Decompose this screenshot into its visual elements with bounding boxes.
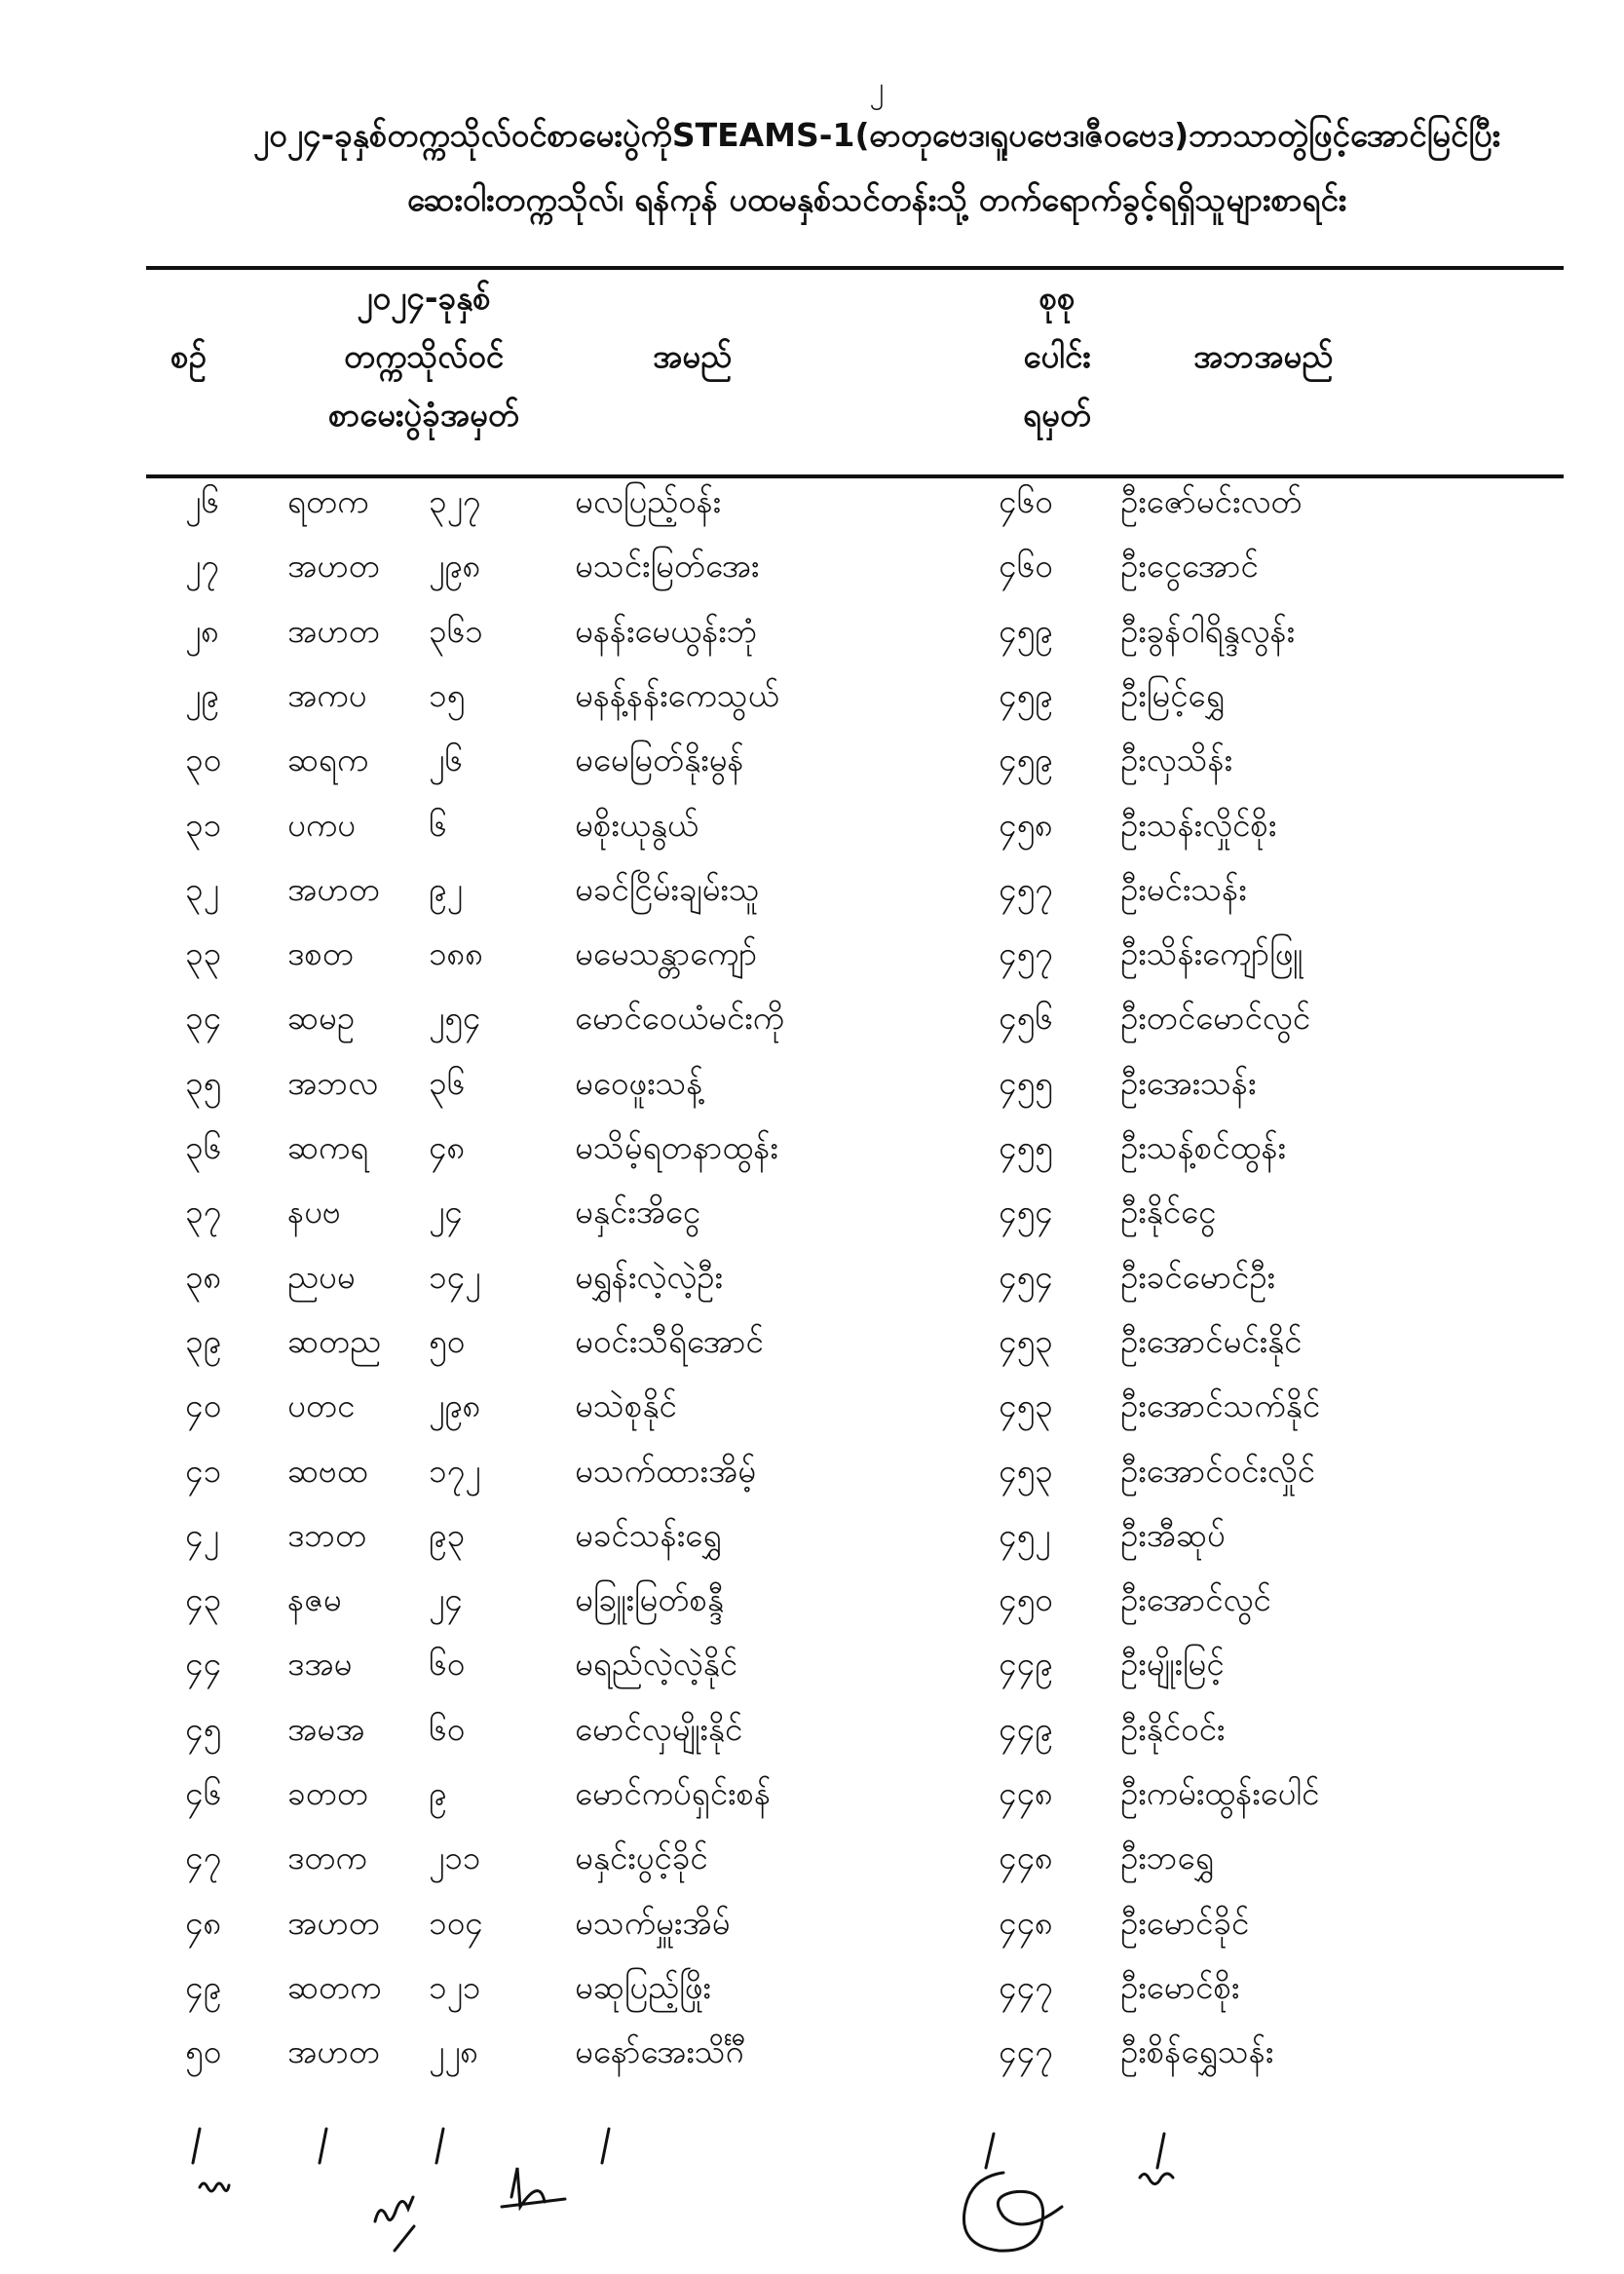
row-father-name: ဦးဇော်မင်းလတ် — [1120, 482, 1303, 520]
row-father-name: ဦးခင်မောင်ဦး — [1120, 1257, 1275, 1296]
row-exam-center-code: အဟတ — [287, 611, 380, 650]
row-exam-center-code: ဒဘတ — [287, 1515, 367, 1554]
header-score-line: စုစု — [1039, 279, 1076, 317]
row-student-name: မလပြည့်ဝန်း — [575, 482, 722, 520]
signature-initials — [502, 2168, 565, 2207]
header-score-line: ရမှတ် — [1023, 396, 1091, 434]
row-serial-no: ၃၈ — [185, 1257, 222, 1296]
row-student-name: မသင်းမြတ်အေး — [575, 547, 760, 586]
row-total-score: ၄၄၈ — [999, 1903, 1053, 1942]
row-serial-no: ၂၆ — [185, 482, 219, 520]
row-total-score: ၄၅၉ — [999, 611, 1053, 650]
row-serial-no: ၂၉ — [185, 675, 219, 714]
row-serial-no: ၂၇ — [185, 547, 219, 586]
table-row — [0, 534, 1624, 598]
row-serial-no: ၄၉ — [185, 1967, 222, 2006]
row-student-name: မဝေဖူးသန့် — [575, 1063, 703, 1102]
row-roll-number: ၂၆ — [429, 740, 463, 779]
row-student-name: မမေသန္တာကျော် — [575, 934, 758, 973]
row-exam-center-code: အဟတ — [287, 1903, 380, 1942]
row-exam-center-code: ဆတည — [287, 1321, 381, 1360]
row-serial-no: ၃၃ — [185, 934, 222, 973]
signature-slash — [193, 2129, 200, 2163]
row-total-score: ၄၅၉ — [999, 675, 1053, 714]
row-roll-number: ၁၅ — [429, 675, 466, 714]
row-student-name: မရည်လဲ့လဲ့နိုင် — [575, 1645, 737, 1684]
row-roll-number: ၂၄ — [429, 1580, 463, 1619]
table-row — [0, 470, 1624, 534]
row-roll-number: ၃၂၇ — [429, 482, 481, 520]
row-father-name: ဦးအောင်လွင် — [1120, 1580, 1271, 1619]
row-father-name: ဦးဘရွှေ — [1120, 1838, 1214, 1877]
row-father-name: ဦးစိန်ရွှေသန်း — [1120, 2032, 1274, 2071]
row-total-score: ၄၅၅ — [999, 1063, 1053, 1102]
row-student-name: မခြူးမြတ်စန္ဒီ — [575, 1580, 724, 1619]
row-total-score: ၄၅၂ — [999, 1515, 1051, 1554]
row-father-name: ဦးသန့်စင်ထွန်း — [1120, 1128, 1286, 1166]
row-serial-no: ၃၄ — [185, 999, 222, 1038]
table-row — [0, 663, 1624, 728]
row-father-name: ဦးမြင့်ရွှေ — [1120, 675, 1225, 714]
table-row — [0, 1826, 1624, 1890]
row-total-score: ၄၅၄ — [999, 1193, 1053, 1232]
signature-initials — [1140, 2174, 1173, 2184]
signature-marks — [0, 2119, 1624, 2274]
row-serial-no: ၄၄ — [185, 1645, 222, 1684]
row-exam-center-code: ဒတက — [287, 1838, 367, 1877]
row-student-name: မောင်ဝေယံမင်းကို — [575, 999, 784, 1038]
row-total-score: ၄၅၉ — [999, 740, 1053, 779]
row-roll-number: ၆ — [429, 805, 447, 844]
header-serial-no: စဉ် — [170, 337, 207, 375]
row-exam-center-code: အဟတ — [287, 869, 380, 908]
row-roll-number: ၂၁၁ — [429, 1838, 481, 1877]
row-roll-number: ၄၈ — [429, 1128, 466, 1166]
table-row — [0, 1503, 1624, 1568]
row-roll-number: ၂၄ — [429, 1193, 463, 1232]
table-row — [0, 1309, 1624, 1374]
row-exam-center-code: ပကပ — [287, 805, 356, 844]
row-serial-no: ၃၉ — [185, 1321, 222, 1360]
row-exam-center-code: အဟတ — [287, 547, 380, 586]
row-exam-center-code: အကပ — [287, 675, 367, 714]
row-exam-center-code: ညပမ — [287, 1257, 356, 1296]
row-father-name: ဦးနိုင်ဝင်း — [1120, 1709, 1226, 1748]
signature-slash — [1157, 2134, 1164, 2168]
row-roll-number: ၁၂၁ — [429, 1967, 481, 2006]
signature-slash — [986, 2134, 994, 2168]
row-roll-number: ၁၇၂ — [429, 1451, 481, 1490]
table-row — [0, 1374, 1624, 1438]
signature-slash — [320, 2129, 326, 2163]
table-row — [0, 922, 1624, 986]
row-student-name: မဆုပြည့်ဖြိုး — [575, 1967, 711, 2006]
row-roll-number: ၁၈၈ — [429, 934, 484, 973]
table-row — [0, 1568, 1624, 1632]
row-student-name: မရွှန်းလဲ့လဲ့ဦး — [575, 1257, 723, 1296]
table-row — [0, 1439, 1624, 1503]
row-exam-center-code: အမအ — [287, 1709, 365, 1748]
row-serial-no: ၄၆ — [185, 1774, 222, 1812]
row-exam-center-code: ပတင — [287, 1386, 356, 1425]
row-serial-no: ၃၅ — [185, 1063, 222, 1102]
row-father-name: ဦးသိန်းကျော်ဖြူ — [1120, 934, 1303, 973]
row-serial-no: ၄၅ — [185, 1709, 222, 1748]
row-total-score: ၄၅၃ — [999, 1451, 1053, 1490]
signature-initials — [200, 2183, 229, 2191]
row-exam-center-code: ဆမဥ — [287, 999, 356, 1038]
row-exam-center-code: နဇမ — [287, 1580, 342, 1619]
row-roll-number: ၉၃ — [429, 1515, 466, 1554]
row-total-score: ၄၅၇ — [999, 934, 1053, 973]
signature-slash — [436, 2129, 443, 2163]
page-number: ၂ — [869, 71, 885, 105]
row-student-name: မနှင်းပွင့်ခိုင် — [575, 1838, 708, 1877]
row-student-name: မသိမ့်ရတနာထွန်း — [575, 1128, 778, 1166]
table-row — [0, 1955, 1624, 2020]
signature-scrawl — [963, 2173, 1062, 2251]
row-student-name: မနှင်းအိငွေ — [575, 1193, 701, 1232]
table-row — [0, 1762, 1624, 1826]
row-serial-no: ၃၇ — [185, 1193, 222, 1232]
row-roll-number: ၉ — [429, 1774, 447, 1812]
row-total-score: ၄၅၄ — [999, 1257, 1053, 1296]
row-student-name: မောင်ကပ်ရှင်းစန် — [575, 1774, 772, 1812]
row-serial-no: ၃၆ — [185, 1128, 222, 1166]
row-roll-number: ၃၆၁ — [429, 611, 483, 650]
row-exam-center-code: ဒစတ — [287, 934, 354, 973]
table-row — [0, 1051, 1624, 1116]
row-total-score: ၄၅၃ — [999, 1321, 1053, 1360]
header-name: အမည် — [653, 337, 733, 375]
header-score-line: ပေါင်း — [1023, 337, 1091, 375]
table-row — [0, 1245, 1624, 1309]
row-father-name: ဦးအီဆုပ် — [1120, 1515, 1226, 1554]
row-total-score: ၄၅၃ — [999, 1386, 1053, 1425]
row-total-score: ၄၄၇ — [999, 1967, 1053, 2006]
row-serial-no: ၄၃ — [185, 1580, 222, 1619]
row-exam-center-code: ခတတ — [287, 1774, 368, 1812]
table-row — [0, 1180, 1624, 1244]
row-total-score: ၄၆၀ — [999, 482, 1053, 520]
row-father-name: ဦးခွန်ဝါရိန္ဒလွန်း — [1120, 611, 1295, 650]
row-father-name: ဦးမောင်ခိုင် — [1120, 1903, 1250, 1942]
row-total-score: ၄၆၀ — [999, 547, 1053, 586]
row-exam-center-code: ဆဗထ — [287, 1451, 368, 1490]
table-row — [0, 1116, 1624, 1180]
row-student-name: မနန်းမေယွန်းဘုံ — [575, 611, 758, 650]
row-total-score: ၄၅၆ — [999, 999, 1053, 1038]
table-row — [0, 1632, 1624, 1696]
row-father-name: ဦးမျိုးမြင့် — [1120, 1645, 1225, 1684]
row-exam-center-code: ဆရက — [287, 740, 369, 779]
table-row — [0, 1891, 1624, 1955]
row-roll-number: ၃၆ — [429, 1063, 466, 1102]
table-row — [0, 1697, 1624, 1762]
row-total-score: ၄၄၇ — [999, 2032, 1053, 2071]
row-roll-number: ၂၉၈ — [429, 547, 481, 586]
row-total-score: ၄၄၉ — [999, 1645, 1053, 1684]
row-student-name: မသဲစုနိုင် — [575, 1386, 677, 1425]
row-father-name: ဦးနိုင်ငွေ — [1120, 1193, 1217, 1232]
row-exam-center-code: နပဗ — [287, 1193, 341, 1232]
row-roll-number: ၁၄၂ — [429, 1257, 481, 1296]
table-row — [0, 728, 1624, 792]
header-roll-line: စာမေးပွဲခုံအမှတ် — [328, 396, 519, 434]
row-father-name: ဦးမောင်စိုး — [1120, 1967, 1240, 2006]
document-title-line-1: ၂၀၂၄-ခုနှစ်တက္ကသိုလ်ဝင်စာမေးပွဲကိုSTEAMS-1(ဓာတုဗေဒ၊ရူပဗေဒ၊ဇီဝဗေဒ)ဘာသာတွဲဖြင့်အောင်မြင်ပြီး — [252, 116, 1501, 154]
row-exam-center-code: အဘလ — [287, 1063, 379, 1102]
row-roll-number: ၆၀ — [429, 1709, 466, 1748]
row-roll-number: ၉၂ — [429, 869, 463, 908]
row-student-name: မောင်လှမျိုးနိုင် — [575, 1709, 743, 1748]
row-exam-center-code: ဒအမ — [287, 1645, 353, 1684]
row-serial-no: ၄၁ — [185, 1451, 222, 1490]
row-total-score: ၄၅၈ — [999, 805, 1053, 844]
row-student-name: မသက်မှူးအိမ် — [575, 1903, 731, 1942]
row-father-name: ဦးအောင်ဝင်းလှိုင် — [1120, 1451, 1315, 1490]
row-serial-no: ၅၀ — [185, 2032, 222, 2071]
row-student-name: မသက်ထားအိမ့် — [575, 1451, 757, 1490]
row-serial-no: ၄၈ — [185, 1903, 222, 1942]
signature-stroke — [395, 2226, 414, 2251]
row-roll-number: ၅၀ — [429, 1321, 466, 1360]
row-father-name: ဦးကမ်းထွန်းပေါင် — [1120, 1774, 1320, 1812]
row-father-name: ဦးတင်မောင်လွင် — [1120, 999, 1311, 1038]
row-serial-no: ၄၇ — [185, 1838, 222, 1877]
row-serial-no: ၃၀ — [185, 740, 222, 779]
row-father-name: ဦးအောင်သက်နိုင် — [1120, 1386, 1321, 1425]
table-row — [0, 986, 1624, 1050]
table-row — [0, 2020, 1624, 2084]
header-roll-line: ၂၀၂၄-ခုနှစ် — [357, 279, 491, 317]
row-serial-no: ၂၈ — [185, 611, 220, 650]
table-row — [0, 599, 1624, 663]
header-roll-line: တက္ကသိုလ်ဝင် — [343, 337, 505, 375]
row-roll-number: ၂၅၄ — [429, 999, 481, 1038]
row-serial-no: ၃၁ — [185, 805, 222, 844]
document-title-line-2: ဆေးဝါးတက္ကသိုလ်၊ ရန်ကုန် ပထမနှစ်သင်တန်းသို့ တက်ရောက်ခွင့်ရရှိသူများစာရင်း — [406, 180, 1347, 218]
row-roll-number: ၁၀၄ — [429, 1903, 483, 1942]
row-total-score: ၄၅၀ — [999, 1580, 1053, 1619]
signature-initials — [375, 2197, 413, 2221]
row-father-name: ဦးလှသိန်း — [1120, 740, 1232, 779]
row-student-name: မမေမြတ်နိုးမွန် — [575, 740, 744, 779]
row-father-name: ဦးအောင်မင်းနိုင် — [1120, 1321, 1303, 1360]
row-total-score: ၄၄၉ — [999, 1709, 1053, 1748]
row-exam-center-code: ဆတက — [287, 1967, 382, 2006]
row-student-name: မခင်သန်းရွှေ — [575, 1515, 722, 1554]
row-roll-number: ၂၂၈ — [429, 2032, 479, 2071]
row-exam-center-code: ရတက — [287, 482, 369, 520]
row-serial-no: ၄၀ — [185, 1386, 222, 1425]
header-father-name: အဘအမည် — [1193, 337, 1334, 375]
row-roll-number: ၂၉၈ — [429, 1386, 481, 1425]
row-student-name: မစိုးယုနွယ် — [575, 805, 699, 844]
row-roll-number: ၆၀ — [429, 1645, 466, 1684]
row-exam-center-code: အဟတ — [287, 2032, 380, 2071]
row-total-score: ၄၅၇ — [999, 869, 1053, 908]
table-row — [0, 857, 1624, 922]
signature-slash — [602, 2129, 609, 2163]
row-exam-center-code: ဆကရ — [287, 1128, 369, 1166]
row-total-score: ၄၅၅ — [999, 1128, 1053, 1166]
row-father-name: ဦးငွေအောင် — [1120, 547, 1259, 586]
row-serial-no: ၃၂ — [185, 869, 219, 908]
row-student-name: မဝင်းသီရိအောင် — [575, 1321, 764, 1360]
row-father-name: ဦးမင်းသန်း — [1120, 869, 1247, 908]
row-father-name: ဦးသန်းလှိုင်စိုး — [1120, 805, 1277, 844]
row-student-name: မနော်အေးသိင်္ဂီ — [575, 2032, 746, 2071]
row-total-score: ၄၄၈ — [999, 1838, 1053, 1877]
row-student-name: မခင်ငြိမ်းချမ်းသူ — [575, 869, 760, 908]
row-father-name: ဦးအေးသန်း — [1120, 1063, 1257, 1102]
row-total-score: ၄၄၈ — [999, 1774, 1053, 1812]
row-student-name: မနန့်နန်းကေသွယ် — [575, 675, 779, 714]
table-row — [0, 793, 1624, 857]
row-serial-no: ၄၂ — [185, 1515, 219, 1554]
